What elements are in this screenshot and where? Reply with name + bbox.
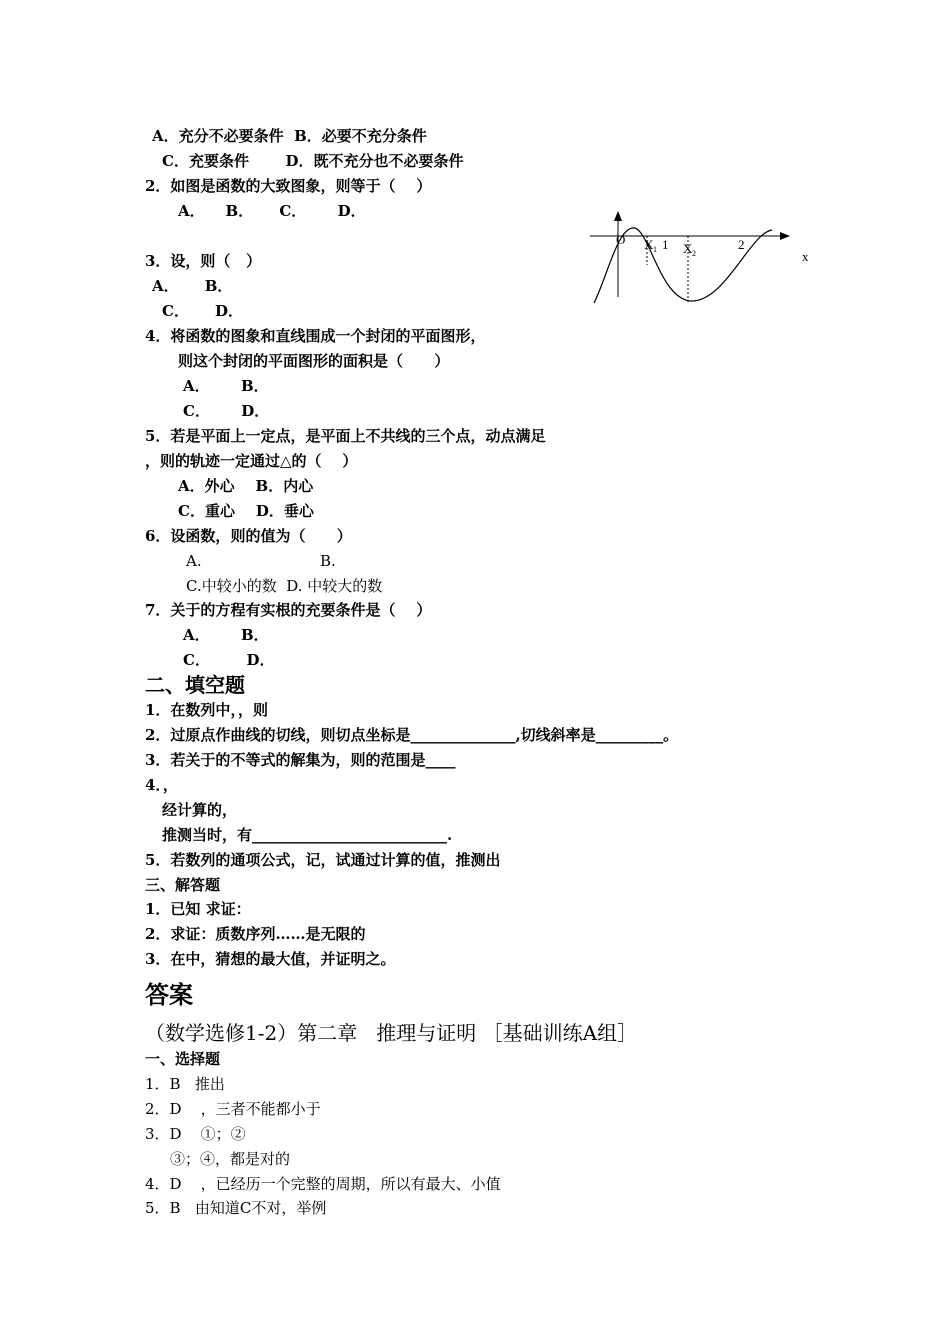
q1-options-cd: C．充要条件 D．既不充分也不必要条件	[162, 152, 464, 170]
fill-heading: 二、填空题	[145, 673, 245, 697]
label-x-axis: x	[802, 249, 809, 264]
fill-q1: 1．在数列中，，则	[145, 701, 268, 719]
answer-title: 答案	[145, 980, 193, 1009]
label-x1: X	[644, 237, 654, 252]
label-origin: O	[616, 232, 626, 247]
label-two: 2	[738, 237, 745, 252]
q5-stem-line2: ，则的轨迹一定通过△的（ ）	[145, 452, 358, 470]
q6-option-b: B.	[320, 552, 336, 570]
q1-options-ab: A．充分不必要条件 B．必要不充分条件	[152, 127, 427, 145]
q7-options-ab: A． B．	[183, 626, 269, 644]
q5-options-cd: C．重心 D．垂心	[178, 502, 314, 520]
fill-q4-line2: 经计算的，	[162, 801, 238, 819]
solve-q2: 2．求证：质数序列……是无限的	[145, 925, 366, 943]
answer-section-heading: 一、选择题	[145, 1050, 221, 1068]
label-x1-subscript: 1	[653, 245, 657, 254]
q3-options-ab: A． B．	[152, 277, 233, 295]
x-axis-arrow	[780, 232, 790, 240]
q3-options-cd: C． D．	[162, 302, 244, 320]
answer-1: 1．B 推出	[145, 1075, 225, 1093]
label-one: 1	[662, 237, 669, 252]
q5-stem-line1: 5．若是平面上一定点，是平面上不共线的三个点，动点满足	[145, 427, 546, 445]
q4-stem-line2: 则这个封闭的平面图形的面积是（ ）	[178, 352, 450, 370]
y-axis-arrow	[614, 211, 622, 221]
q2-stem: 2．如图是函数的大致图象，则等于（ ）	[145, 177, 432, 195]
fill-q4-line1: 4．，	[145, 776, 178, 794]
q7-stem: 7．关于的方程有实根的充要条件是（ ）	[145, 601, 432, 619]
fill-q4-line3: 推测当时，有__________________________.	[162, 826, 453, 844]
q4-options-cd: C． D．	[183, 402, 270, 420]
answer-2: 2．D ，三者不能都小于	[145, 1100, 321, 1118]
q3-stem: 3．设，则（ ）	[145, 252, 262, 270]
solve-heading: 三、解答题	[145, 876, 221, 894]
fill-q3: 3．若关于的不等式的解集为，则的范围是____	[145, 751, 456, 769]
q2-options: A． B． C． D．	[178, 202, 366, 220]
solve-q3: 3．在中，猜想的最大值，并证明之。	[145, 950, 396, 968]
label-x2-subscript: 2	[692, 249, 696, 258]
q6-stem: 6．设函数，则的值为（ ）	[145, 527, 352, 545]
q7-options-cd: C． D．	[183, 651, 275, 669]
q6-options-cd: C.中较小的数 D. 中较大的数	[186, 577, 383, 595]
q5-options-ab: A．外心 B．内心	[178, 477, 314, 495]
label-x2: X	[683, 241, 693, 256]
answer-5: 5．B 由知道C不对，举例	[145, 1199, 327, 1217]
answer-3-continued: ③；④，都是对的	[170, 1150, 291, 1168]
answer-3: 3．D ①；②	[145, 1125, 246, 1143]
q4-options-ab: A． B．	[183, 377, 269, 395]
q6-option-a: A.	[186, 552, 202, 570]
fill-q2: 2．过原点作曲线的切线，则切点坐标是______________,切线斜率是_________。	[145, 726, 679, 744]
function-graph	[580, 205, 820, 315]
solve-q1: 1．已知 求证：	[145, 900, 251, 918]
answer-4: 4．D ，已经历一个完整的周期，所以有最大、小值	[145, 1175, 501, 1193]
answer-subtitle: （数学选修1-2）第二章 推理与证明 ［基础训练A组］	[145, 1021, 638, 1045]
q4-stem-line1: 4．将函数的图象和直线围成一个封闭的平面图形，	[145, 327, 486, 345]
fill-q5: 5．若数列的通项公式，记，试通过计算的值，推测出	[145, 851, 501, 869]
